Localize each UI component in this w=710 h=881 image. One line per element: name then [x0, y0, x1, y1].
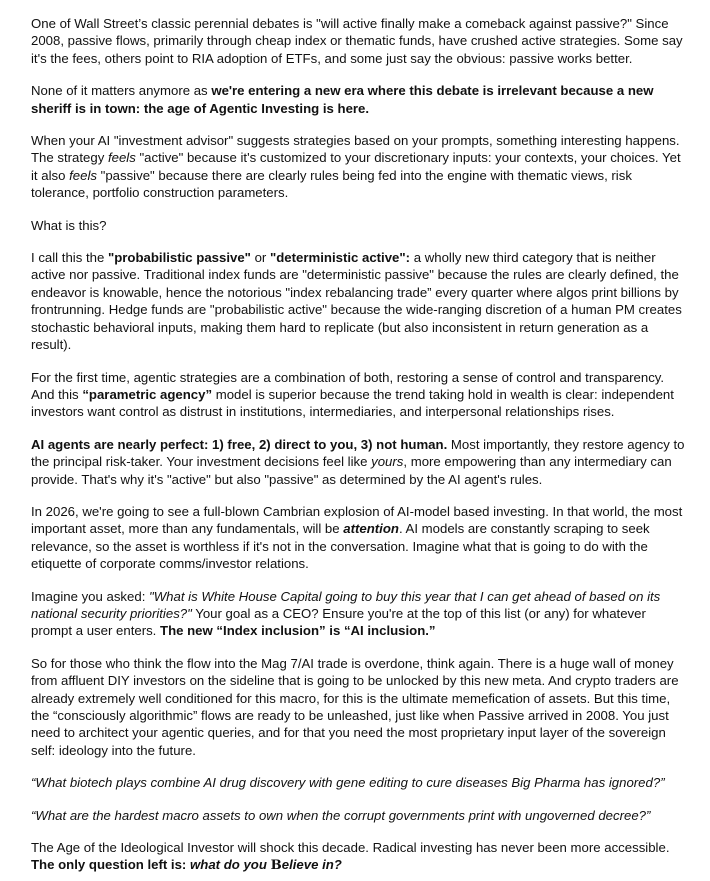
bold-italic-inner: what do you — [190, 857, 271, 873]
paragraph — [31, 774, 690, 791]
paragraph — [31, 132, 690, 202]
text-span: Imagine you asked: — [31, 588, 150, 604]
bold-text: we're entering a new era where this debate is irrelevant because a new sheriff is in town: the age of Agentic Investing is here. — [31, 83, 654, 116]
text-span: model is superior because the trend taking hold in wealth is clear: independent investors want control as distrust in institutions, intermediaries, and interpersonal relationships rises. — [31, 386, 674, 420]
text-span: None of it matters anymore as — [31, 83, 212, 99]
bold-italic-text — [190, 857, 271, 872]
paragraph — [31, 436, 690, 488]
paragraph — [31, 249, 690, 353]
italic-text: yours — [371, 454, 404, 470]
bold-italic-inner: elieve in? — [281, 857, 342, 873]
paragraph — [31, 369, 690, 421]
bold-italic-text — [343, 521, 399, 536]
paragraph — [31, 217, 690, 234]
text-span: a wholly new third category that is neither active nor passive. Traditional index funds are "deterministic passive" because the rules are clearly defined, the endeavor is knowable, hence the notorious "index rebalancing trade” every quarter where algos print billions by frontrunning. Hedge funds are "probabilistic active" because the wide-ranging discretion of a human PM creates stochastic behavioral inputs, making them hard to replicate (but also inconsistent in return generation as a result). — [31, 250, 682, 353]
italic-text: “What are the hardest macro assets to own when the corrupt governments print with ungoverned decree?” — [31, 807, 651, 823]
text-span: or — [250, 250, 270, 266]
italic-text: feels — [107, 150, 136, 166]
text-span: For the first time, agentic strategies are a combination of both, restoring a sense of control and transparency. And this — [31, 369, 665, 402]
text-span: The Age of the Ideological Investor will shock this decade. Radical investing has never been more accessible. — [31, 840, 670, 856]
text-span: I call this the — [31, 250, 108, 266]
italic-text: "What is White House Capital going to buy this year that I can get ahead of based on its national security priorities?" — [31, 588, 661, 621]
paragraph — [31, 655, 690, 759]
text-span: One of Wall Street’s classic perennial debates is "will active finally make a comeback against passive?" Since 2008, passive flows, primarily through cheap index or thematic funds, have crushed active strategies. Some say it's the fees, others point to RIA adoption of ETFs, and some just say the obvious: passive works better. — [31, 16, 683, 66]
italic-text: “What biotech plays combine AI drug discovery with gene editing to cure diseases Big Pharma has ignored?” — [31, 775, 665, 791]
text-span: , more empowering than any intermediary can provide. That's why it's "active" but also "passive" as determined by the AI agent's rules. — [31, 454, 672, 487]
paragraph — [31, 15, 690, 67]
paragraph — [31, 839, 690, 875]
text-span: So for those who think the flow into the Mag 7/AI trade is overdone, think again. There is a huge wall of money from affluent DIY investors on the sideline that is going to be unlocked by this new meta. And crypto traders are already extremely well conditioned for this macro, for this is the ultimate memefication of assets. But this time, the “consciously algorithmic” flows are ready to be unleashed, just like when Passive arrived in 2008. You just need to architect your agentic queries, and for that you need the most proprietary input layer of the sovereign self: ideology into the future. — [31, 655, 679, 758]
text-span: Most importantly, they restore agency to the principal risk-taker. Your investment decisions feel like — [31, 436, 685, 470]
text-span: Your goal as a CEO? Ensure you're at the top of this list (or any) for whatever prompt a user enters. — [31, 605, 646, 639]
bold-text: "deterministic active": — [270, 250, 411, 266]
bold-text: The only question left is: — [31, 857, 190, 873]
serif-letter: B — [270, 858, 282, 874]
bold-text: "probabilistic passive" — [107, 250, 251, 266]
text-span: "active" because it's customized to your discretionary inputs: your contexts, your choices. Yet it also — [31, 150, 681, 183]
text-span: "passive" because there are clearly rules being fed into the engine with thematic views, risk tolerance, portfolio construction parameters. — [31, 167, 632, 201]
bold-italic-inner: attention — [343, 521, 399, 537]
bold-text: AI agents are nearly perfect: 1) free, 2) direct to you, 3) not human. — [31, 436, 448, 452]
text-span: What is this? — [31, 217, 107, 233]
paragraph — [31, 503, 690, 573]
bold-italic-text — [282, 857, 342, 872]
paragraph — [31, 588, 690, 640]
text-span: . AI models are constantly scraping to seek relevance, so the asset is worthless if it's not in the conversation. Imagine what that is going to do with the etiquette of corporate comms/investor relations. — [31, 521, 650, 572]
paragraph — [31, 82, 690, 117]
bold-text: “parametric agency” — [82, 386, 213, 402]
text-span: When your AI "investment advisor" suggests strategies based on your prompts, something interesting happens. The strategy — [31, 133, 680, 166]
text-span: In 2026, we're going to see a full-blown Cambrian explosion of AI-model based investing. In that world, the most important asset, more than any fundamentals, will be — [31, 503, 683, 537]
paragraph — [31, 807, 690, 824]
bold-text: The new “Index inclusion” is “AI inclusion.” — [160, 623, 436, 639]
italic-text: feels — [69, 167, 97, 183]
